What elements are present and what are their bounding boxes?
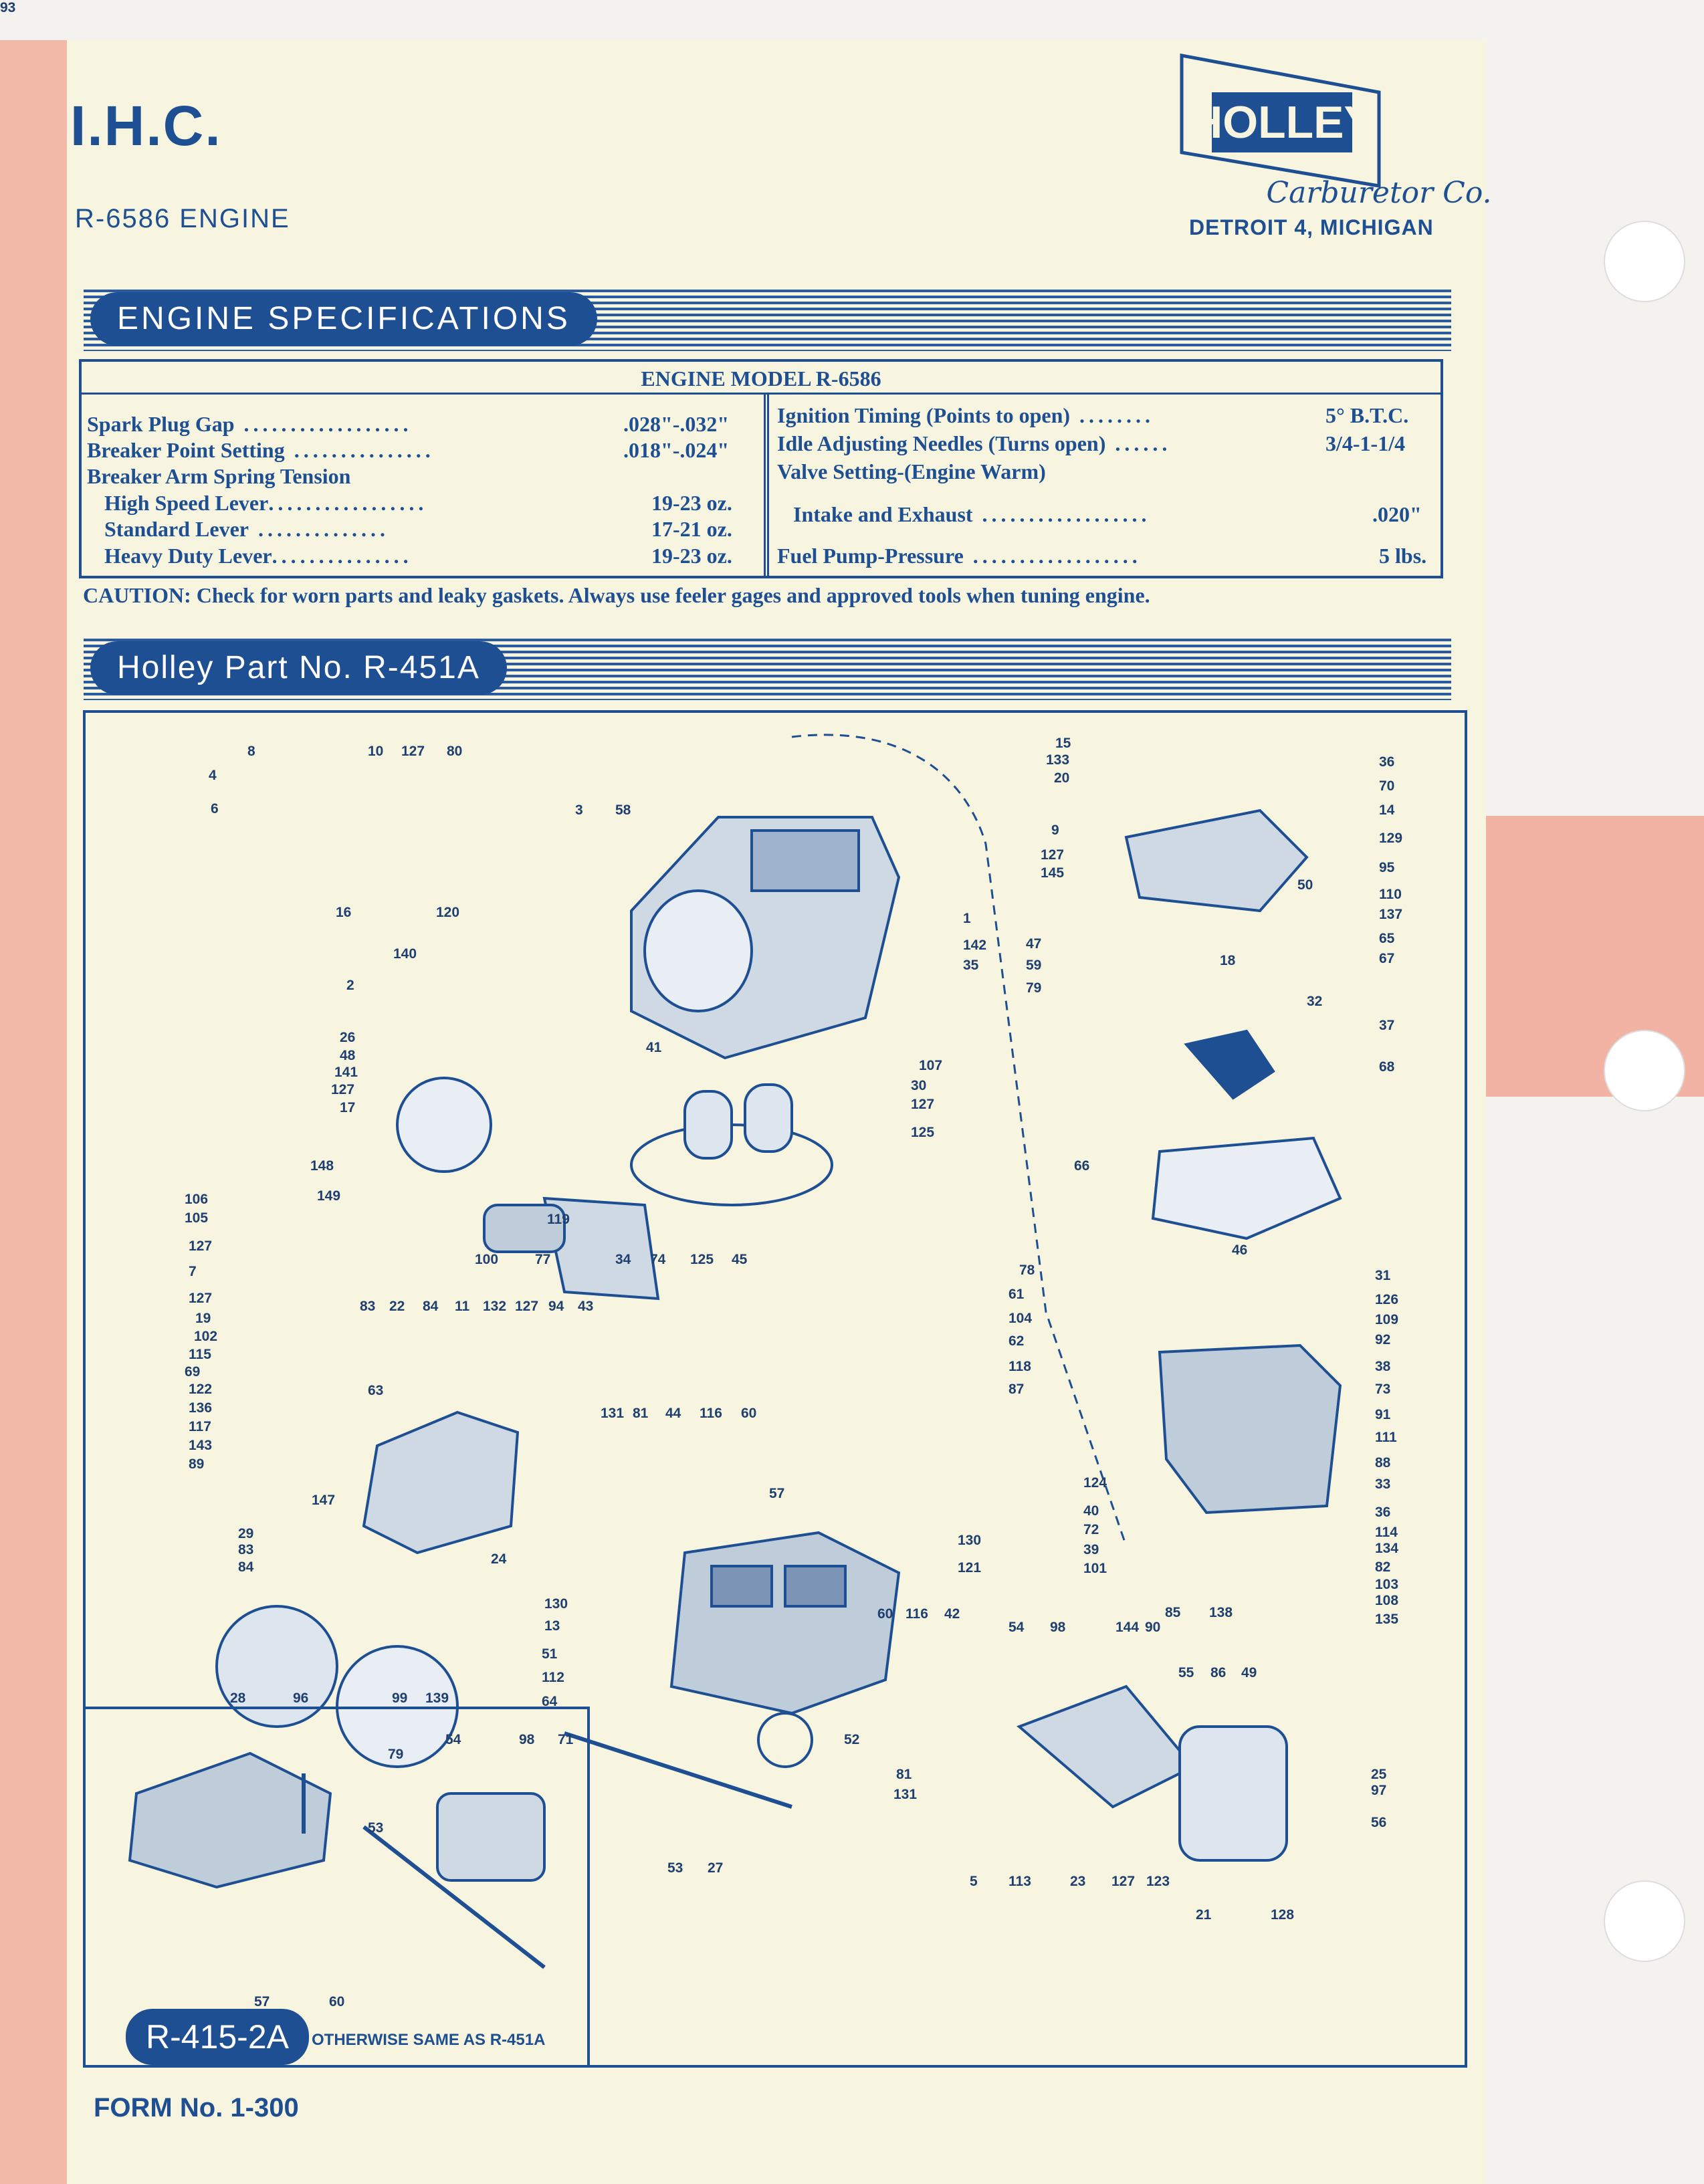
part-callout: 116 bbox=[700, 1406, 722, 1421]
part-callout: 54 bbox=[1008, 1620, 1025, 1635]
part-callout: 132 bbox=[483, 1299, 507, 1314]
part-callout: 15 bbox=[1055, 736, 1071, 751]
punch-hole-top bbox=[1604, 221, 1685, 302]
part-callout: 78 bbox=[1019, 1263, 1035, 1278]
logo-wordmark: HOLLEY bbox=[1190, 97, 1374, 148]
part-number-heading: Holley Part No. R-451A bbox=[90, 641, 507, 695]
part-callout: 145 bbox=[1041, 865, 1065, 881]
engine-subtitle: R-6586 ENGINE bbox=[75, 204, 290, 233]
part-callout: 85 bbox=[1165, 1605, 1181, 1620]
part-callout: 57 bbox=[769, 1486, 785, 1501]
part-callout: 115 bbox=[189, 1347, 211, 1362]
part-callout: 37 bbox=[1379, 1018, 1395, 1033]
logo-script: Carburetor Co. bbox=[1266, 176, 1492, 210]
part-callout: 95 bbox=[1379, 860, 1395, 875]
part-callout: 28 bbox=[230, 1690, 246, 1706]
part-callout: 20 bbox=[1054, 770, 1070, 786]
spec-right-4-value: 5 lbs. bbox=[1379, 544, 1427, 568]
spec-left-3: High Speed Lever................. bbox=[104, 491, 428, 515]
part-callout: 36 bbox=[1379, 754, 1395, 770]
part-callout: 128 bbox=[1271, 1907, 1295, 1923]
part-callout: 86 bbox=[1210, 1665, 1227, 1680]
part-callout: 130 bbox=[544, 1596, 568, 1612]
part-callout: 6 bbox=[211, 801, 219, 816]
part-callout: 43 bbox=[578, 1299, 594, 1314]
part-callout: 98 bbox=[519, 1732, 535, 1747]
part-callout: 60 bbox=[329, 1994, 345, 2009]
part-callout: 116 bbox=[906, 1606, 928, 1622]
part-callout: 137 bbox=[1379, 907, 1403, 922]
part-callout: 80 bbox=[447, 744, 463, 759]
part-callout: 11 bbox=[455, 1299, 470, 1314]
part-callout: 147 bbox=[312, 1493, 336, 1508]
part-callout: 4 bbox=[209, 768, 217, 783]
part-callout: 29 bbox=[238, 1526, 254, 1541]
part-callout: 102 bbox=[194, 1329, 218, 1344]
part-callout: 100 bbox=[475, 1252, 499, 1267]
part-callout: 19 bbox=[195, 1311, 211, 1326]
part-callout: 117 bbox=[189, 1419, 211, 1434]
part-callout: 139 bbox=[425, 1690, 449, 1706]
part-callout: 127 bbox=[515, 1299, 539, 1314]
part-callout: 9 bbox=[1051, 823, 1059, 838]
part-callout: 97 bbox=[1371, 1783, 1387, 1798]
part-callout: 68 bbox=[1379, 1059, 1395, 1075]
part-callout: 38 bbox=[1375, 1359, 1391, 1374]
part-callout: 45 bbox=[732, 1252, 748, 1267]
part-callout: 60 bbox=[741, 1406, 757, 1421]
part-callout: 46 bbox=[1232, 1242, 1248, 1258]
part-callout: 65 bbox=[1379, 931, 1395, 946]
part-callout: 134 bbox=[1375, 1541, 1399, 1556]
part-callout: 36 bbox=[1375, 1505, 1391, 1520]
part-callout: 7 bbox=[189, 1264, 197, 1279]
part-callout: 33 bbox=[1375, 1477, 1391, 1492]
part-callout: 50 bbox=[1297, 877, 1313, 893]
part-callout: 127 bbox=[189, 1238, 213, 1254]
part-callout: 18 bbox=[1220, 953, 1236, 968]
part-callout: 74 bbox=[650, 1252, 666, 1267]
part-callout: 93 bbox=[0, 0, 16, 15]
part-callout: 48 bbox=[340, 1048, 356, 1063]
part-callout: 26 bbox=[340, 1030, 356, 1045]
part-callout: 106 bbox=[185, 1192, 209, 1207]
part-callout: 124 bbox=[1083, 1475, 1107, 1491]
engine-specs-heading: ENGINE SPECIFICATIONS bbox=[90, 292, 597, 346]
part-callout: 149 bbox=[317, 1188, 341, 1204]
part-callout: 92 bbox=[1375, 1332, 1391, 1347]
part-callout: 88 bbox=[1375, 1455, 1391, 1470]
part-callout: 35 bbox=[963, 958, 979, 973]
column-divider bbox=[767, 393, 769, 578]
part-callout: 127 bbox=[189, 1291, 213, 1306]
part-callout: 17 bbox=[340, 1100, 356, 1115]
part-callout: 57 bbox=[254, 1994, 270, 2009]
part-callout: 8 bbox=[247, 744, 255, 759]
part-callout: 62 bbox=[1008, 1333, 1025, 1349]
part-callout: 125 bbox=[690, 1252, 714, 1267]
spec-left-0-value: .028"-.032" bbox=[623, 412, 730, 436]
part-callout: 67 bbox=[1379, 951, 1395, 966]
spec-right-0-value: 5° B.T.C. bbox=[1325, 403, 1409, 427]
part-callout: 52 bbox=[844, 1732, 860, 1747]
part-callout: 114 bbox=[1375, 1525, 1398, 1540]
spec-left-1-value: .018"-.024" bbox=[623, 438, 730, 462]
part-callout: 84 bbox=[238, 1559, 254, 1575]
part-callout: 27 bbox=[708, 1860, 724, 1876]
part-callout: 138 bbox=[1209, 1605, 1233, 1620]
part-callout: 126 bbox=[1375, 1292, 1399, 1307]
part-callout: 108 bbox=[1375, 1593, 1399, 1608]
part-callout: 41 bbox=[646, 1040, 662, 1055]
spec-right-1-value: 3/4-1-1/4 bbox=[1325, 431, 1406, 455]
part-callout: 51 bbox=[542, 1646, 558, 1662]
part-callout: 135 bbox=[1375, 1612, 1399, 1627]
part-callout: 40 bbox=[1083, 1503, 1099, 1519]
part-callout: 94 bbox=[548, 1299, 564, 1314]
part-callout: 56 bbox=[1371, 1815, 1387, 1830]
part-callout: 25 bbox=[1371, 1767, 1387, 1782]
part-callout: 141 bbox=[334, 1065, 358, 1080]
part-callout: 122 bbox=[189, 1382, 213, 1397]
part-callout: 64 bbox=[542, 1694, 558, 1709]
part-callout: 140 bbox=[393, 946, 417, 962]
part-callout: 148 bbox=[310, 1158, 334, 1174]
spec-right-2: Valve Setting-(Engine Warm) bbox=[777, 459, 1046, 483]
part-callout: 44 bbox=[665, 1406, 681, 1421]
part-callout: 107 bbox=[919, 1058, 943, 1073]
part-callout: 39 bbox=[1083, 1542, 1099, 1557]
part-callout: 90 bbox=[1145, 1620, 1161, 1635]
part-callout: 3 bbox=[575, 802, 583, 818]
spec-left-5-value: 19-23 oz. bbox=[651, 544, 732, 568]
spec-right-3: Intake and Exhaust .................. bbox=[793, 502, 1151, 526]
part-callout: 58 bbox=[615, 802, 631, 818]
spec-left-4-value: 17-21 oz. bbox=[651, 517, 732, 541]
part-callout: 104 bbox=[1008, 1311, 1033, 1326]
engine-spec-table bbox=[79, 359, 1443, 578]
part-callout: 31 bbox=[1375, 1268, 1391, 1283]
part-callout: 120 bbox=[436, 905, 460, 920]
part-callout: 84 bbox=[423, 1299, 439, 1314]
part-callout: 109 bbox=[1375, 1312, 1399, 1327]
part-callout: 72 bbox=[1083, 1522, 1099, 1537]
part-callout: 91 bbox=[1375, 1407, 1391, 1422]
part-callout: 22 bbox=[389, 1299, 405, 1314]
part-callout: 112 bbox=[542, 1670, 564, 1685]
part-callout: 69 bbox=[185, 1364, 201, 1380]
part-callout: 89 bbox=[189, 1456, 205, 1472]
page-title: I.H.C. bbox=[70, 94, 222, 157]
caution-note: CAUTION: Check for worn parts and leaky gaskets. Always use feeler gages and approved tools when tuning engine. bbox=[83, 583, 1150, 607]
part-callout: 79 bbox=[1026, 980, 1042, 996]
logo-city: DETROIT 4, MICHIGAN bbox=[1189, 215, 1434, 239]
part-callout: 113 bbox=[1008, 1874, 1031, 1889]
part-callout: 70 bbox=[1379, 778, 1395, 794]
part-callout: 121 bbox=[958, 1560, 982, 1575]
part-callout: 14 bbox=[1379, 802, 1395, 818]
part-callout: 110 bbox=[1379, 887, 1402, 902]
part-callout: 136 bbox=[189, 1400, 213, 1416]
part-callout: 71 bbox=[558, 1732, 574, 1747]
spec-left-4: Standard Lever .............. bbox=[104, 517, 389, 541]
part-callout: 83 bbox=[238, 1542, 254, 1557]
part-callout: 2 bbox=[346, 978, 354, 993]
part-callout: 130 bbox=[958, 1533, 982, 1548]
part-callout: 118 bbox=[1008, 1359, 1031, 1374]
part-callout: 142 bbox=[963, 938, 987, 953]
part-callout: 87 bbox=[1008, 1382, 1025, 1397]
part-callout: 129 bbox=[1379, 831, 1403, 846]
part-callout: 144 bbox=[1115, 1620, 1140, 1635]
part-callout: 53 bbox=[667, 1860, 683, 1876]
part-callout: 24 bbox=[491, 1551, 507, 1567]
engine-model-title: ENGINE MODEL R-6586 bbox=[82, 362, 1441, 395]
part-callout: 131 bbox=[893, 1787, 918, 1802]
part-callout: 34 bbox=[615, 1252, 631, 1267]
spec-left-2: Breaker Arm Spring Tension bbox=[87, 464, 351, 488]
part-callout: 82 bbox=[1375, 1559, 1391, 1575]
part-callout: 81 bbox=[896, 1767, 912, 1782]
part-callout: 127 bbox=[1111, 1874, 1136, 1889]
part-callout: 63 bbox=[368, 1383, 384, 1398]
spec-right-3-value: .020" bbox=[1372, 502, 1422, 526]
form-number: FORM No. 1-300 bbox=[94, 2093, 299, 2122]
part-callout: 53 bbox=[368, 1820, 384, 1836]
part-callout: 77 bbox=[535, 1252, 551, 1267]
part-callout: 23 bbox=[1070, 1874, 1086, 1889]
part-callout: 54 bbox=[445, 1732, 461, 1747]
part-callout: 66 bbox=[1074, 1158, 1090, 1174]
part-callout: 133 bbox=[1046, 752, 1070, 768]
part-callout: 49 bbox=[1241, 1665, 1257, 1680]
part-callout: 127 bbox=[1041, 847, 1065, 863]
part-callout: 1 bbox=[963, 911, 971, 926]
part-callout: 16 bbox=[336, 905, 352, 920]
part-callout: 21 bbox=[1196, 1907, 1212, 1923]
part-callout: 79 bbox=[388, 1747, 404, 1762]
part-callout: 96 bbox=[293, 1690, 309, 1706]
part-callout: 59 bbox=[1026, 958, 1042, 973]
part-callout: 5 bbox=[970, 1874, 978, 1889]
punch-hole-middle bbox=[1604, 1030, 1685, 1111]
part-callout: 101 bbox=[1083, 1561, 1107, 1576]
spec-left-1: Breaker Point Setting ............... bbox=[87, 438, 435, 462]
part-callout: 127 bbox=[911, 1097, 935, 1112]
part-callout: 10 bbox=[368, 744, 384, 759]
part-callout: 55 bbox=[1178, 1665, 1194, 1680]
spec-left-5: Heavy Duty Lever............... bbox=[104, 544, 413, 568]
part-callout: 143 bbox=[189, 1438, 213, 1453]
part-callout: 127 bbox=[331, 1082, 355, 1097]
part-callout: 81 bbox=[633, 1406, 649, 1421]
part-callout: 99 bbox=[392, 1690, 408, 1706]
part-callout: 73 bbox=[1375, 1382, 1391, 1397]
spec-right-0: Ignition Timing (Points to open) ........ bbox=[777, 403, 1155, 427]
part-callout: 60 bbox=[877, 1606, 893, 1622]
inset-variant-note: OTHERWISE SAME AS R-451A bbox=[312, 2031, 546, 2049]
part-callout: 13 bbox=[544, 1618, 560, 1634]
part-callout: 98 bbox=[1050, 1620, 1066, 1635]
column-divider bbox=[764, 393, 766, 578]
part-callout: 47 bbox=[1026, 936, 1042, 952]
part-callout: 42 bbox=[944, 1606, 960, 1622]
part-callout: 30 bbox=[911, 1078, 927, 1093]
punch-hole-bottom bbox=[1604, 1880, 1685, 1962]
part-callout: 83 bbox=[360, 1299, 376, 1314]
spec-right-4: Fuel Pump-Pressure .................. bbox=[777, 544, 1142, 568]
part-callout: 61 bbox=[1008, 1287, 1025, 1302]
part-callout: 111 bbox=[1375, 1430, 1397, 1445]
part-number-band bbox=[84, 639, 1451, 700]
spec-right-1: Idle Adjusting Needles (Turns open) ...... bbox=[777, 431, 1172, 455]
part-callout: 32 bbox=[1307, 994, 1323, 1009]
part-callout: 103 bbox=[1375, 1577, 1399, 1592]
part-callout: 119 bbox=[547, 1212, 570, 1227]
part-callout: 105 bbox=[185, 1210, 209, 1226]
part-callout: 131 bbox=[601, 1406, 625, 1421]
inset-variant-label: R-415-2A bbox=[126, 2009, 309, 2065]
part-callout: 125 bbox=[911, 1125, 935, 1140]
spec-left-0: Spark Plug Gap .................. bbox=[87, 412, 413, 436]
part-callout: 127 bbox=[401, 744, 425, 759]
part-callout: 123 bbox=[1146, 1874, 1170, 1889]
spec-left-3-value: 19-23 oz. bbox=[651, 491, 732, 515]
engine-specs-band bbox=[84, 290, 1451, 351]
